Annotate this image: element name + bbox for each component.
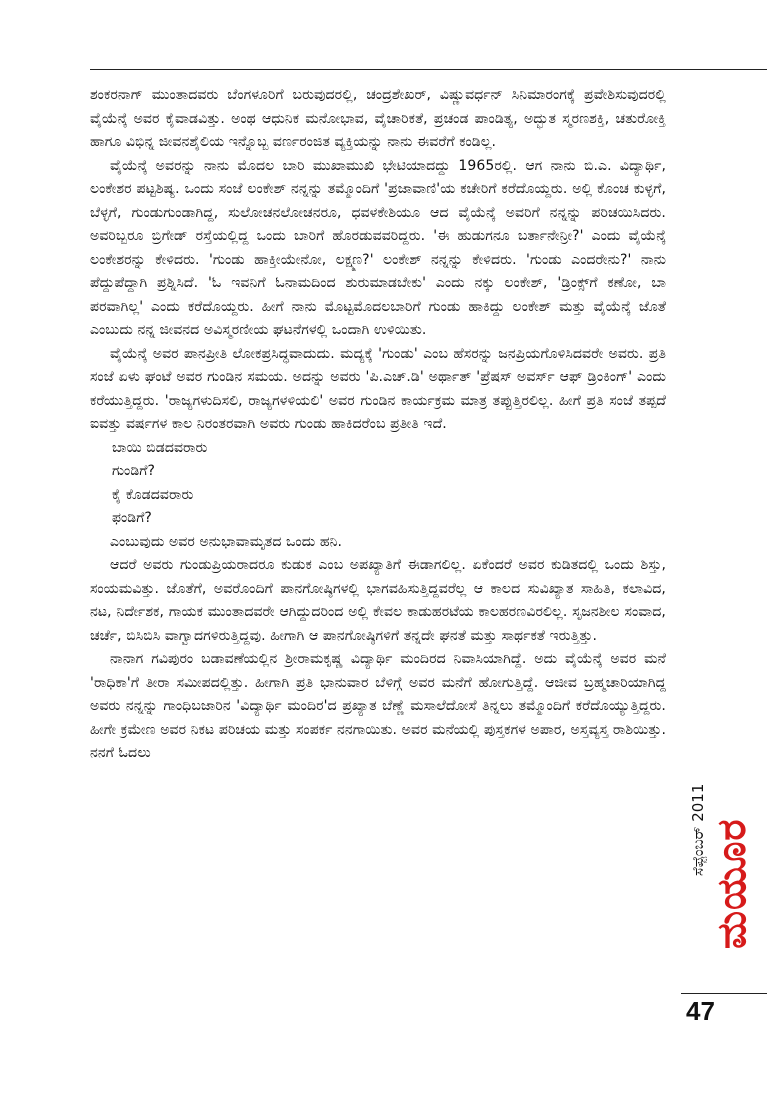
verse [90, 437, 666, 531]
verse-line: ಫಂಡಿಗೆ? [112, 510, 152, 526]
paragraph-4: ಎಂಬುವುದು ಅವರ ಅನುಭಾವಾಮೃತದ ಒಂದು ಹನಿ. [110, 533, 343, 550]
paragraph-3: ವೈಯೆನ್ಕೆ ಅವರ ಪಾನಪ್ರೀತಿ ಲೋಕಪ್ರಸಿದ್ಧವಾದುದು. ಮದ್ಯಕ್ಕೆ 'ಗುಂಡು' ಎಂಬ ಹೆಸರನ್ನು ಜನಪ್ರಿಯಗೊಳಿಸಿದವರೇ ಅವರು. ಪ್ರತಿ ಸಂಜೆ ಏಳು ಘಂಟೆ ಅವರ ಗುಂಡಿನ ಸಮಯ. ಅದನ್ನು ಅವರು 'ಪಿ.ಎಚ್.ಡಿ' ಅರ್ಥಾತ್ 'ಪ್ರೆಷಸ್ ಅವರ್ಸ್ ಆಫ್ ಡ್ರಿಂಕಿಂಗ್' ಎಂದು ಕರೆಯುತ್ತಿದ್ದರು. 'ರಾಜ್ಯಗಳುದಿಸಲಿ, ರಾಜ್ಯಗಳಳಿಯಲಿ' ಅವರ ಗುಂಡಿನ ಕಾರ್ಯಕ್ರಮ ಮಾತ್ರ ತಪ್ಪುತ್ತಿರಲಿಲ್ಲ. ಹೀಗೆ ಪ್ರತಿ ಸಂಜೆ ತಪ್ಪದೆ ಐವತ್ತು ವರ್ಷಗಳ ಕಾಲ ನಿರಂತರವಾಗಿ ಅವರು ಗುಂಡು ಹಾಕಿದರೆಂಬ ಪ್ರತೀತಿ ಇದೆ. [90, 345, 666, 432]
paragraph-2: ವೈಯೆನ್ಕೆ ಅವರನ್ನು ನಾನು ಮೊದಲ ಬಾರಿ ಮುಖಾಮುಖಿ ಭೇಟಿಯಾದದ್ದು 1965ರಲ್ಲಿ. ಆಗ ನಾನು ಬಿ.ಎ. ವಿದ್ಯಾರ್ಥಿ, ಲಂಕೇಶರ ಪಟ್ಟಶಿಷ್ಯ. ಒಂದು ಸಂಜೆ ಲಂಕೇಶ್ ನನ್ನನ್ನು ತಮ್ಮೊಂದಿಗೆ 'ಪ್ರಜಾವಾಣಿ'ಯ ಕಚೇರಿಗೆ ಕರೆದೊಯ್ದರು. ಅಲ್ಲಿ ಕೊಂಚ ಕುಳ್ಳಗೆ, ಬೆಳ್ಳಗೆ, ಗುಂಡುಗುಂಡಾಗಿದ್ದ, ಸುಲೋಚನಲೋಚನರೂ, ಧವಳಕೇಶಿಯೂ ಆದ ವೈಯೆನ್ಕೆ ಅವರಿಗೆ ನನ್ನನ್ನು ಪರಿಚಯಿಸಿದರು. ಅವರಿಬ್ಬರೂ ಬ್ರಿಗೇಡ್ ರಸ್ತೆಯಲ್ಲಿದ್ದ ಒಂದು ಬಾರಿಗೆ ಹೊರಡುವವರಿದ್ದರು. 'ಈ ಹುಡುಗನೂ ಬರ್ತಾನೇನ್ರೀ?' ಎಂದು ವೈಯೆನ್ಕೆ ಲಂಕೇಶರನ್ನು ಕೇಳಿದರು. 'ಗುಂಡು ಹಾಕ್ತೀಯೇನೋ, ಲಕ್ಷ್ಮಣ?' ಲಂಕೇಶ್ ನನ್ನನ್ನು ಕೇಳಿದರು. 'ಗುಂಡು ಎಂದರೇನು?' ನಾನು ಪೆದ್ದುಪೆದ್ದಾಗಿ ಪ್ರಶ್ನಿಸಿದೆ. 'ಓ ಇವನಿಗೆ ಓನಾಮದಿಂದ ಶುರುಮಾಡಬೇಕು' ಎಂದು ನಕ್ಕು ಲಂಕೇಶ್, 'ಡ್ರಿಂಕ್ಸ್‌ಗೆ ಕಣೋ, ಬಾ ಪರವಾಗಿಲ್ಲ' ಎಂದು ಕರೆದೊಯ್ದರು. ಹೀಗೆ ನಾನು ಮೊಟ್ಟಮೊದಲಬಾರಿಗೆ ಗುಂಡು ಹಾಕಿದ್ದು ಲಂಕೇಶ್ ಮತ್ತು ವೈಯೆನ್ಕೆ ಜೊತೆ ಎಂಬುದು ನನ್ನ ಜೀವನದ ಅವಿಸ್ಮರಣೀಯ ಘಟನೆಗಳಲ್ಲಿ ಒಂದಾಗಿ ಉಳಿಯಿತು. [90, 157, 666, 338]
page-number: 47 [686, 996, 715, 1026]
footer-divider [681, 993, 767, 994]
top-divider [90, 69, 767, 70]
verse-line: ಗುಂಡಿಗೆ? [112, 463, 156, 479]
paragraph-1: ಶಂಕರನಾಗ್ ಮುಂತಾದವರು ಬೆಂಗಳೂರಿಗೆ ಬರುವುದರಲ್ಲಿ, ಚಂದ್ರಶೇಖರ್, ವಿಷ್ಣುವರ್ಧನ್ ಸಿನಿಮಾರಂಗಕ್ಕೆ ಪ್ರವೇಶಿಸುವುದರಲ್ಲಿ ವೈಯೆನ್ಕೆ ಅವರ ಕೈವಾಡವಿತ್ತು. ಅಂಥ ಆಧುನಿಕ ಮನೋಭಾವ, ವೈಚಾರಿಕತೆ, ಪ್ರಚಂಡ ಪಾಂಡಿತ್ಯ, ಅದ್ಭುತ ಸ್ಮರಣಶಕ್ತಿ, ಚತುರೋಕ್ತಿ ಹಾಗೂ ವಿಭಿನ್ನ ಜೀವನಶೈಲಿಯ ಇನ್ನೊಬ್ಬ ವರ್ಣರಂಜಿತ ವ್ಯಕ್ತಿಯನ್ನು ನಾನು ಈವರೆಗೆ ಕಂಡಿಲ್ಲ. [90, 87, 666, 150]
magazine-logo: ಮಯೂರ [709, 818, 755, 950]
paragraph-6: ನಾನಾಗ ಗವಿಪುರಂ ಬಡಾವಣೆಯಲ್ಲಿನ ಶ್ರೀರಾಮಕೃಷ್ಣ ವಿದ್ಯಾರ್ಥಿ ಮಂದಿರದ ನಿವಾಸಿಯಾಗಿದ್ದೆ. ಅದು ವೈಯೆನ್ಕೆ ಅವರ ಮನೆ 'ರಾಧಿಕಾ'ಗೆ ತೀರಾ ಸಮೀಪದಲ್ಲಿತ್ತು. ಹೀಗಾಗಿ ಪ್ರತಿ ಭಾನುವಾರ ಬೆಳಿಗ್ಗೆ ಅವರ ಮನೆಗೆ ಹೋಗುತ್ತಿದ್ದೆ. ಆಜೀವ ಬ್ರಹ್ಮಚಾರಿಯಾಗಿದ್ದ ಅವರು ನನ್ನನ್ನು ಗಾಂಧಿಬಜಾರಿನ 'ವಿದ್ಯಾರ್ಥಿ ಮಂದಿರ'ದ ಪ್ರಖ್ಯಾತ ಬೆಣ್ಣೆ ಮಸಾಲೆದೋಸೆ ತಿನ್ನಲು ತಮ್ಮೊಂದಿಗೆ ಕರೆದೊಯ್ಯುತ್ತಿದ್ದರು. ಹೀಗೇ ಕ್ರಮೇಣ ಅವರ ನಿಕಟ ಪರಿಚಯ ಮತ್ತು ಸಂಪರ್ಕ ನನಗಾಯಿತು. ಅವರ ಮನೆಯಲ್ಲಿ ಪುಸ್ತಕಗಳ ಅಪಾರ, ಅಸ್ತವ್ಯಸ್ತ ರಾಶಿಯಿತ್ತು. ನನಗೆ ಓದಲು [90, 651, 666, 761]
verse-line: ಕೈ ಕೊಡದವರಾರು [112, 486, 194, 503]
paragraph-5: ಆದರೆ ಅವರು ಗುಂಡುಪ್ರಿಯರಾದರೂ ಕುಡುಕ ಎಂಬ ಅಪಖ್ಯಾತಿಗೆ ಈಡಾಗಲಿಲ್ಲ. ಏಕೆಂದರೆ ಅವರ ಕುಡಿತದಲ್ಲಿ ಒಂದು ಶಿಸ್ತು, ಸಂಯಮವಿತ್ತು. ಜೊತೆಗೆ, ಅವರೊಂದಿಗೆ ಪಾನಗೋಷ್ಠಿಗಳಲ್ಲಿ ಭಾಗವಹಿಸುತ್ತಿದ್ದವರೆಲ್ಲ ಆ ಕಾಲದ ಸುವಿಖ್ಯಾತ ಸಾಹಿತಿ, ಕಲಾವಿದ, ನಟ, ನಿರ್ದೇಶಕ, ಗಾಯಕ ಮುಂತಾದವರೇ ಆಗಿದ್ದುದರಿಂದ ಅಲ್ಲಿ ಕೇವಲ ಕಾಡುಹರಟೆಯ ಕಾಲಹರಣವಿರಲಿಲ್ಲ. ಸೃಜನಶೀಲ ಸಂವಾದ, ಚರ್ಚೆ, ಬಿಸಿಬಿಸಿ ವಾಗ್ವಾದಗಳಿರುತ್ತಿದ್ದವು. ಹೀಗಾಗಿ ಆ ಪಾನಗೋಷ್ಠಿಗಳಿಗೆ ತನ್ನದೇ ಘನತೆ ಮತ್ತು ಸಾರ್ಥಕತೆ ಇರುತ್ತಿತ್ತು. [90, 557, 666, 644]
issue-date: ಸೆಪ್ಟೆಂಬರ್ 2011 [689, 783, 707, 877]
verse-line: ಬಾಯಿ ಬಿಡದವರಾರು [112, 439, 208, 456]
article-body [90, 84, 666, 766]
